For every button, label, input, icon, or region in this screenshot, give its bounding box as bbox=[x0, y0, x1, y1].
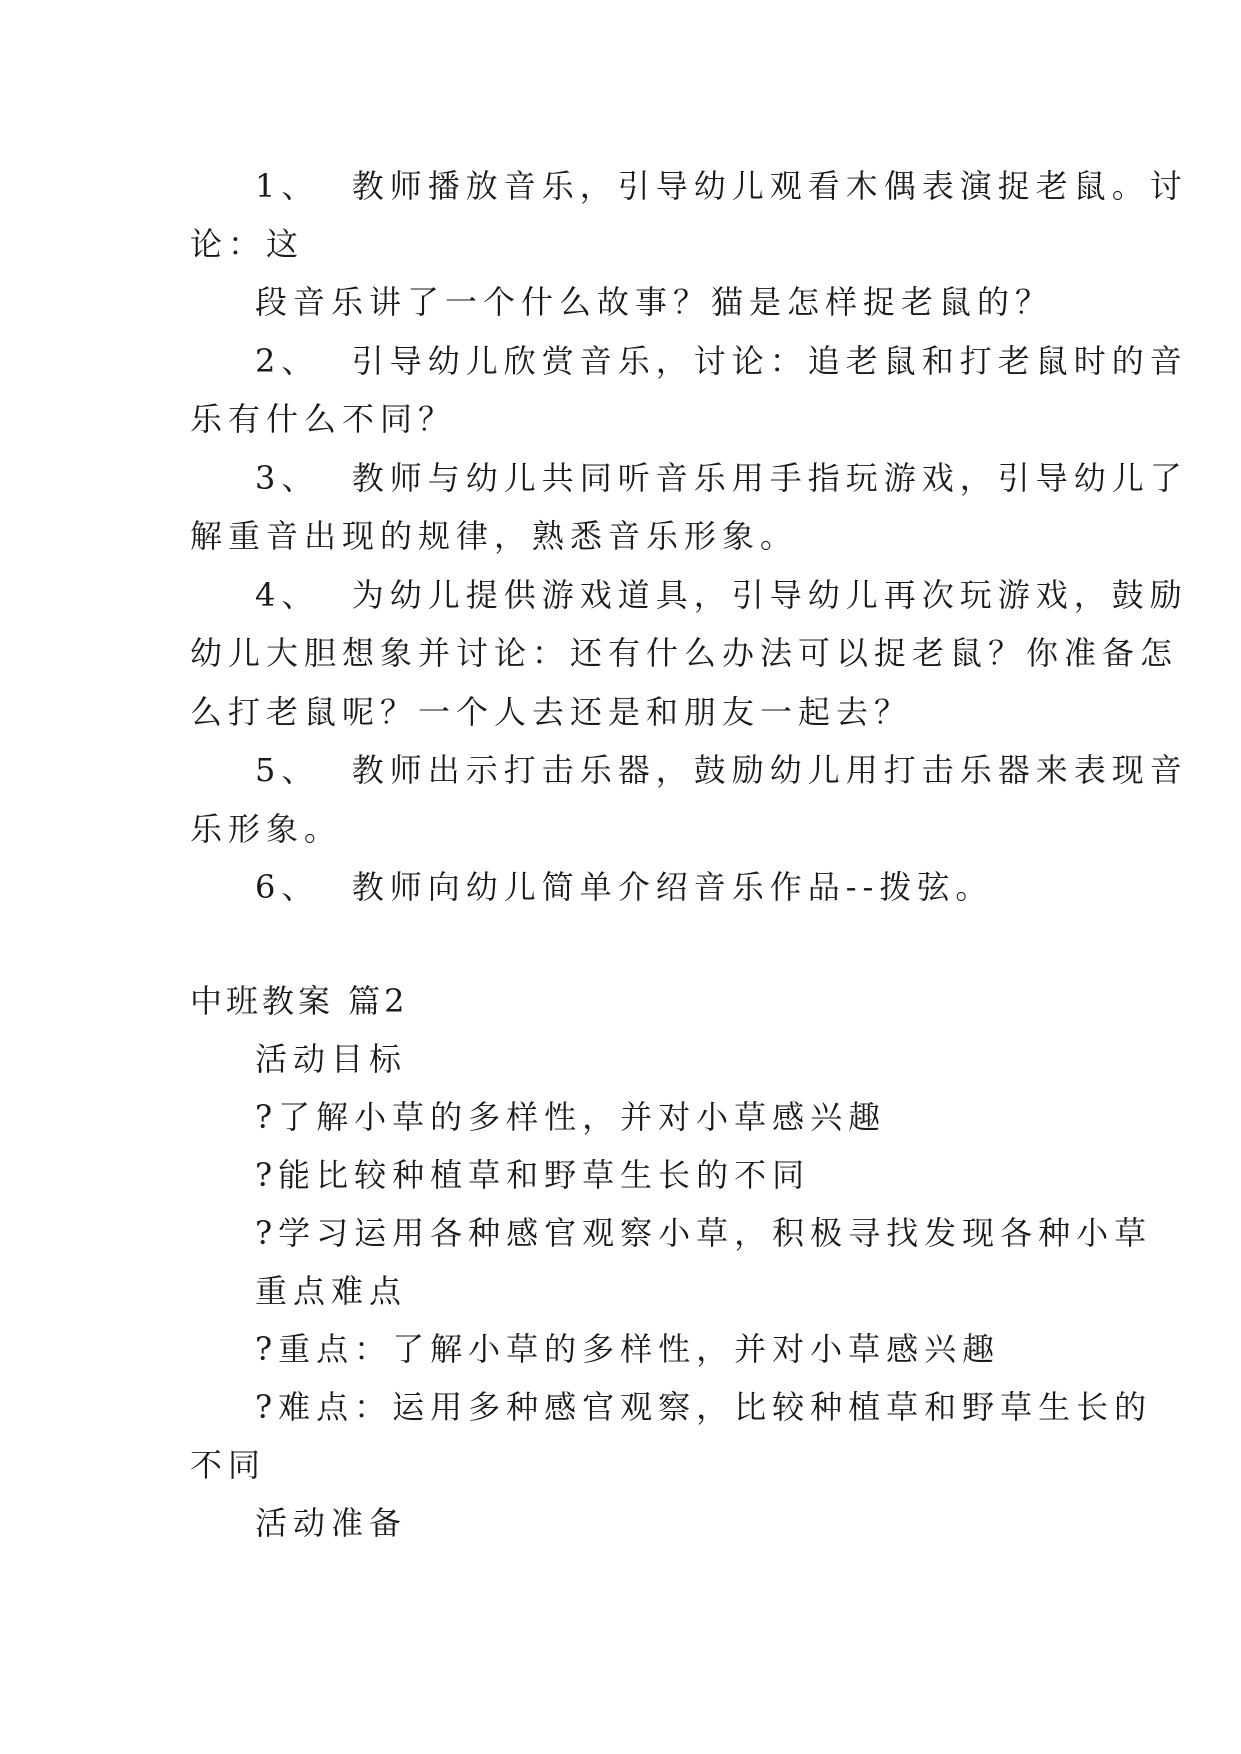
activity-goals-heading: 活动目标 bbox=[255, 1040, 408, 1078]
step-4-line-1: 4、 为幼儿提供游戏道具，引导幼儿再次玩游戏，鼓励 bbox=[255, 576, 1188, 614]
step-2-line-1: 2、 引导幼儿欣赏音乐，讨论：追老鼠和打老鼠时的音 bbox=[255, 342, 1188, 380]
step-6-line-1: 6、 教师向幼儿简单介绍音乐作品--拨弦。 bbox=[255, 868, 994, 906]
section-title: 中班教案 篇2 bbox=[190, 982, 409, 1020]
step-5-line-1: 5、 教师出示打击乐器，鼓励幼儿用打击乐器来表现音 bbox=[255, 751, 1188, 789]
step-3-line-2: 解重音出现的规律，熟悉音乐形象。 bbox=[190, 517, 799, 555]
goal-item-1: ?了解小草的多样性，并对小草感兴趣 bbox=[255, 1098, 887, 1136]
difficulty-item-line-1: ?难点：运用多种感官观察，比较种植草和野草生长的 bbox=[255, 1388, 1153, 1426]
key-point-item: ?重点：了解小草的多样性，并对小草感兴趣 bbox=[255, 1330, 1001, 1368]
step-4-line-3: 么打老鼠呢？一个人去还是和朋友一起去？ bbox=[190, 693, 913, 731]
step-1-line-1: 1、 教师播放音乐，引导幼儿观看木偶表演捉老鼠。讨 bbox=[255, 167, 1188, 205]
step-3-line-1: 3、 教师与幼儿共同听音乐用手指玩游戏，引导幼儿了 bbox=[255, 459, 1188, 497]
difficulty-item-line-2: 不同 bbox=[190, 1446, 267, 1484]
step-5-line-2: 乐形象。 bbox=[190, 810, 343, 848]
activity-preparation-heading: 活动准备 bbox=[255, 1504, 408, 1542]
step-4-line-2: 幼儿大胆想象并讨论：还有什么办法可以捉老鼠？你准备怎 bbox=[190, 634, 1179, 672]
goal-item-3: ?学习运用各种感官观察小草，积极寻找发现各种小草 bbox=[255, 1214, 1153, 1252]
goal-item-2: ?能比较种植草和野草生长的不同 bbox=[255, 1156, 811, 1194]
key-points-heading: 重点难点 bbox=[255, 1272, 408, 1310]
step-2-line-2: 乐有什么不同？ bbox=[190, 400, 457, 438]
step-1-line-2: 论：这 bbox=[190, 225, 305, 263]
step-1-line-3: 段音乐讲了一个什么故事？猫是怎样捉老鼠的？ bbox=[255, 283, 1054, 321]
